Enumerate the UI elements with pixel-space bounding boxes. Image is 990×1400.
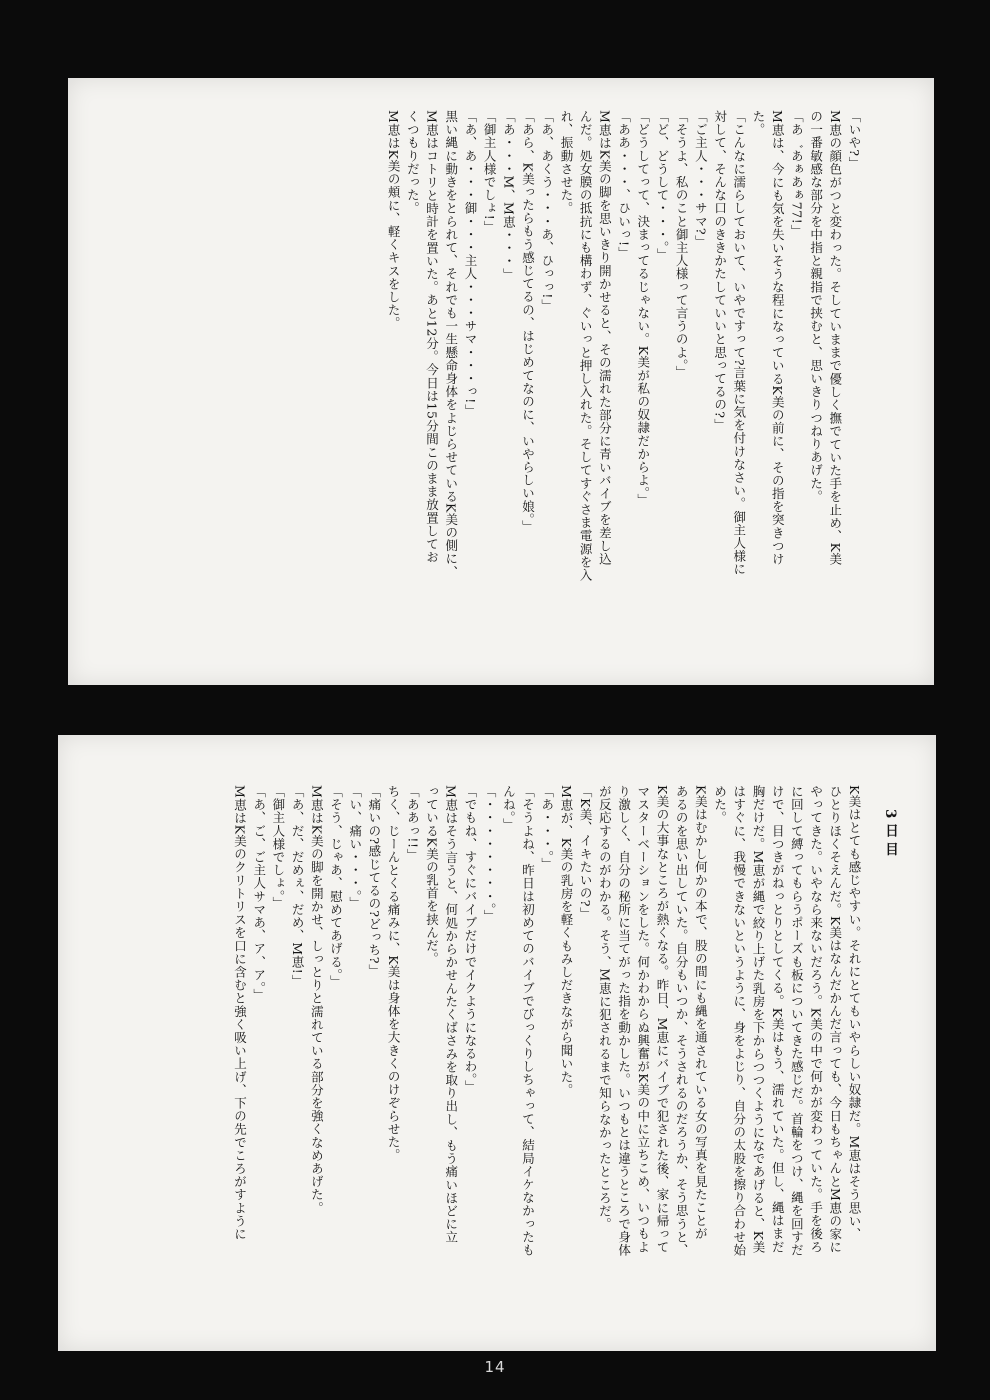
text-line: 「あ、あくう・・・あ、ひっっ!」 bbox=[539, 110, 555, 313]
text-line: M恵が、K美の乳房を軽くもみしだきながら聞いた。 bbox=[558, 785, 574, 1097]
text-line: が反応するのがわかる。そう、M恵に犯されるまで知らなかったところだ。 bbox=[597, 785, 613, 1231]
text-line: K美はとても感じやすい。それにとてもいやらしい奴隷だ。M恵はそう思い、 bbox=[847, 785, 862, 1241]
text-line: 「い、痛い・・・。」 bbox=[347, 785, 363, 910]
text-line: 「ああっ!!」 bbox=[405, 785, 421, 862]
text-line: れ、振動させた。 bbox=[558, 110, 574, 215]
text-line: M恵はK美の脚を思いきり開かせると、その濡れた部分に青いバイブを差し込 bbox=[597, 110, 613, 566]
text-line: M恵はK美の脚を開かせ、しっとりと濡れている部分を強くなめあげた。 bbox=[309, 785, 325, 1215]
chapter-title: 3日目 bbox=[882, 809, 898, 861]
text-line: 「あ・・・M、M恵・・・」 bbox=[501, 110, 517, 281]
text-line: ちく、じーんとくる痛みに、K美は身体を大きくのけぞらせた。 bbox=[386, 785, 402, 1162]
text-line: M恵は、今にも気を失いそうな程になっているK美の前に、その指を突きつけ bbox=[770, 110, 786, 566]
text-line: んだ。処女膜の抵抗にも構わず、ぐいっと押し入れた。そしてすぐさま電源を入 bbox=[578, 110, 594, 582]
text-line: 「どうしてって、決まってるじゃない。K美が私の奴隷だからよ。」 bbox=[635, 110, 651, 507]
text-line: んね。」 bbox=[501, 785, 517, 832]
text-line: 「こんなに濡らしておいて、いやですって?言葉に気を付けなさい。御主人様に bbox=[731, 110, 747, 576]
text-line: 「そうよね、昨日は初めてのバイブでびっくりしちゃって、結局イケなかったも bbox=[520, 785, 536, 1257]
text-line: はすぐに、我慢できないというように、身をよじり、自分の太股を擦り合わせ始 bbox=[731, 785, 747, 1257]
text-line: り激しく、自分の秘所に当てがった指を動かした。いつもとは違うところで身体 bbox=[616, 785, 632, 1257]
text-line: M恵はK美の頬に、軽くキスをした。 bbox=[386, 110, 402, 330]
text-line: 「御主人様でしょ。」 bbox=[270, 785, 286, 910]
text-line: M恵はそう言うと、何処からかせんたくばさみを取り出し、もう痛いほどに立 bbox=[443, 785, 459, 1244]
text-line: 「でもね、すぐにバイブだけでイクようになるわ。」 bbox=[462, 785, 478, 1094]
text-line: 「あ゛あぁあぁ77!」 bbox=[789, 110, 805, 238]
text-line: 「あ、ご、ご主人サマあ、ア、ア。」 bbox=[251, 785, 267, 1002]
top-manuscript-panel bbox=[68, 78, 934, 685]
page-number: 14 bbox=[484, 1358, 506, 1376]
text-line: やってきた。いやなら来ないだろう。K美の中で何かが変わっていた。手を後ろ bbox=[808, 785, 824, 1254]
text-line: 「あ、あ・・・御・・・主人・・・サマ・・・っ!」 bbox=[462, 110, 478, 417]
text-line: 「K美、イキたいの?」 bbox=[578, 785, 594, 921]
text-line: 「そう、じゃあ、慰めてあげる。」 bbox=[328, 785, 344, 989]
story-text-top bbox=[384, 110, 864, 650]
text-line: M恵はコトリと時計を置いた。あと12分。今日は15分間このまま放置してお bbox=[424, 110, 440, 564]
text-line: 「・・・・・・・・。」 bbox=[482, 785, 498, 923]
text-line: 「ご主人・・・サマ?」 bbox=[693, 110, 709, 249]
text-line: K美の大事なところが熱くなる。昨日、M恵にバイブで犯された後、家に帰って bbox=[654, 785, 670, 1254]
text-line: 「ああ・・・、ひいっ!」 bbox=[616, 110, 632, 260]
text-line: マスターベーションをした。何かわからぬ興奮がK美の中に立ちこめ、いつもよ bbox=[635, 785, 651, 1254]
text-line: 「いや?」 bbox=[847, 110, 862, 170]
text-line: 対して、そんな口のききかたしていいと思ってるの?」 bbox=[712, 110, 728, 432]
text-line: くつもりだった。 bbox=[405, 110, 421, 215]
text-line: 「あら、K美ったらもう感じてるの、はじめてなのに、いやらしい娘。」 bbox=[520, 110, 536, 533]
text-line: 「そうよ、私のこと御主人様って言うのよ。」 bbox=[674, 110, 690, 379]
text-line: 「御主人様でしょ!」 bbox=[482, 110, 498, 234]
text-line: K美はむかし何かの本で、股の間にも縄を通されている女の写真を見たことが bbox=[693, 785, 709, 1241]
text-line: に回して縛ってもらうポーズも板についてきた感じだ。首輪をつけ、縄を回すだ bbox=[789, 785, 805, 1257]
text-line: けで、目つきがねっとりとしてくる。K美はもう、濡れていた。但し、縄はまだ bbox=[770, 785, 786, 1254]
text-line: ひとりほくそえんだ。K美はなんだかんだ言っても、今日もちゃんとM恵の家に bbox=[827, 785, 843, 1254]
text-line: 黒い縄に動きをとられて、それでも一生懸命身体をよじらせているK美の側に、 bbox=[443, 110, 459, 579]
bottom-manuscript-panel bbox=[58, 735, 936, 1351]
text-line: っているK美の乳首を挟んだ。 bbox=[424, 785, 440, 966]
text-line: た。 bbox=[750, 110, 766, 137]
text-line: 「痛いの?感じてるの?どっち?」 bbox=[366, 785, 382, 978]
text-line: 胸だけだ。M恵が縄で絞り上げた乳房を下からつつくようになであげると、K美 bbox=[750, 785, 766, 1254]
text-line: M恵はK美のクリトリスを口に含むと強く吸い上げ、下の先でころがすように bbox=[232, 785, 248, 1241]
text-line: M恵の顔色がつと変わった。そしていままで優しく撫でていた手を止め、K美 bbox=[827, 110, 843, 566]
text-line: の一番敏感な部分を中指と親指で挟むと、思いきりつねりあげた。 bbox=[808, 110, 824, 503]
text-line: めた。 bbox=[712, 785, 728, 825]
text-line: 「あ・・・。」 bbox=[539, 785, 555, 871]
text-line: 「ど、どうして・・・。」 bbox=[654, 110, 670, 261]
text-line: あるのを思い出していた。自分もいつか、そうされるのだろうか、そう思うと、 bbox=[674, 785, 690, 1257]
story-text-bottom bbox=[230, 785, 864, 1341]
text-line: 「あ、だ、だめぇ、だめ、M恵!」 bbox=[290, 785, 306, 988]
